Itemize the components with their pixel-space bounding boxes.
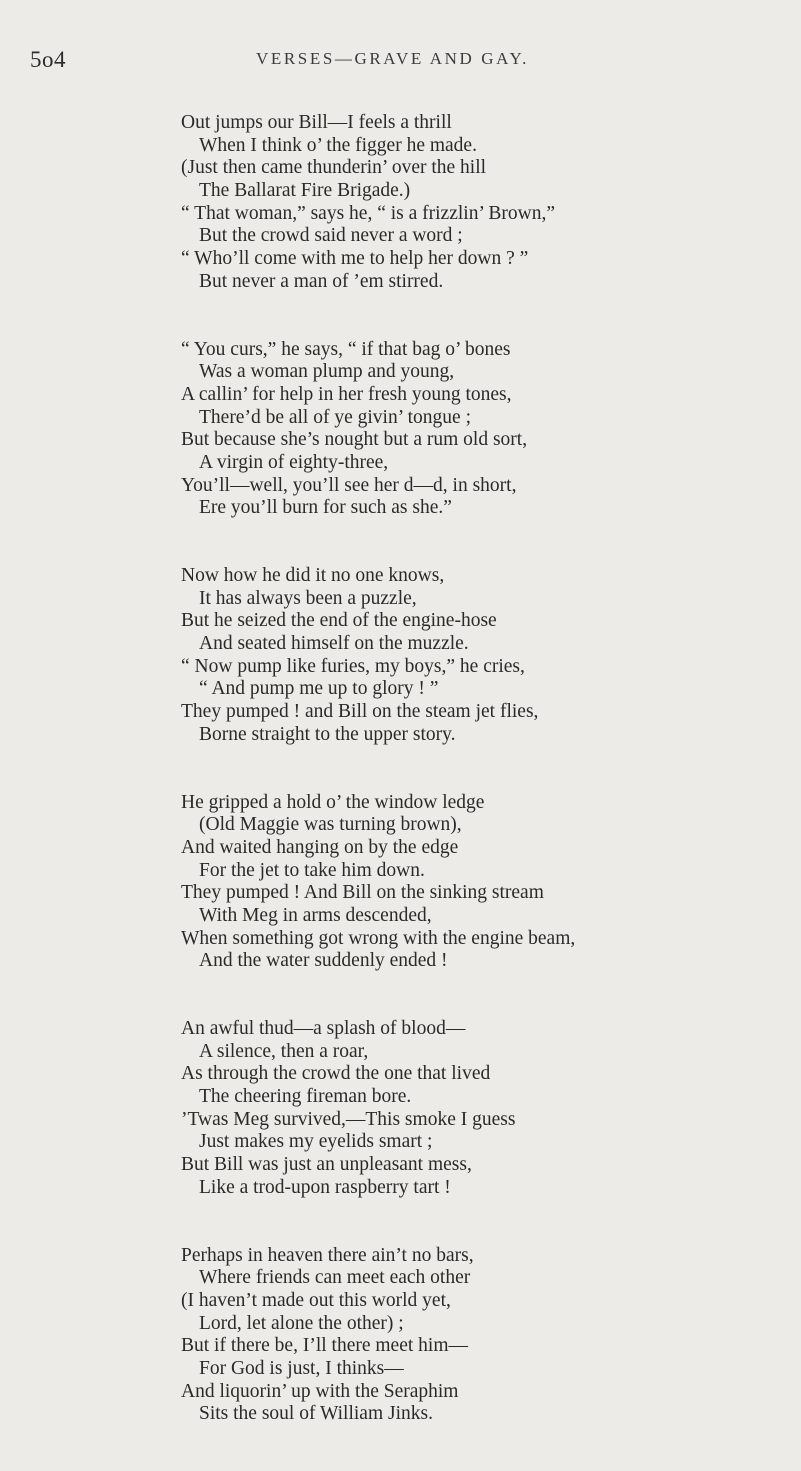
running-head: VERSES—GRAVE AND GAY. <box>256 49 529 68</box>
verse-line: The Ballarat Fire Brigade.) <box>199 180 411 202</box>
verse-line: (Just then came thunderin’ over the hill <box>181 157 487 179</box>
verse-line: But if there be, I’ll there meet him— <box>181 1335 468 1357</box>
verse-line: But Bill was just an unpleasant mess, <box>181 1154 472 1176</box>
verse-line: “ Who’ll come with me to help her down ? ” <box>181 248 529 270</box>
stanza <box>181 565 781 747</box>
verse-line: A silence, then a roar, <box>199 1040 369 1062</box>
verse-line: For God is just, I thinks— <box>199 1357 404 1379</box>
verse-line: With Meg in arms descended, <box>199 904 432 926</box>
verse-line: “ That woman,” says he, “ is a frizzlin’ Brown,” <box>181 202 555 224</box>
verse-line: But the crowd said never a word ; <box>199 225 463 247</box>
verse-line: “ And pump me up to glory ! ” <box>199 678 439 700</box>
verse-line: Ere you’ll burn for such as she.” <box>199 497 452 519</box>
verse-line: As through the crowd the one that lived <box>181 1063 491 1085</box>
verse-line: But because she’s nought but a rum old sort, <box>181 429 528 451</box>
verse-line: And seated himself on the muzzle. <box>199 633 469 655</box>
verse-line: Like a trod-upon raspberry tart ! <box>199 1176 451 1198</box>
verse-line: And the water suddenly ended ! <box>199 950 448 972</box>
verse-line: Where friends can meet each other <box>199 1267 471 1289</box>
verse-line: The cheering fireman bore. <box>199 1086 412 1108</box>
verse-line: You’ll—well, you’ll see her d—d, in short, <box>181 474 517 496</box>
verse-line: When something got wrong with the engine beam, <box>181 927 576 949</box>
verse-line: (I haven’t made out this world yet, <box>181 1289 451 1311</box>
verse-line: Borne straight to the upper story. <box>199 723 456 745</box>
stanza <box>181 1018 781 1200</box>
verse-line: Just makes my eyelids smart ; <box>199 1131 433 1153</box>
verse-line: And waited hanging on by the edge <box>181 836 459 858</box>
verse-line: But never a man of ’em stirred. <box>199 270 444 292</box>
verse-line: And liquorin’ up with the Seraphim <box>181 1380 459 1402</box>
verse-line: A callin’ for help in her fresh young tones, <box>181 383 512 405</box>
stanza <box>181 339 781 521</box>
verse-line: An awful thud—a splash of blood— <box>181 1018 466 1039</box>
verse-line: Was a woman plump and young, <box>199 361 455 383</box>
verse-line: (Old Maggie was turning brown), <box>199 814 462 836</box>
verse-line: “ You curs,” he says, “ if that bag o’ bones <box>181 338 511 360</box>
verse-line: When I think o’ the figger he made. <box>199 134 477 156</box>
verse-line: He gripped a hold o’ the window ledge <box>181 791 485 813</box>
verse-line: They pumped ! and Bill on the steam jet flies, <box>181 701 539 723</box>
verse-line: ’Twas Meg survived,—This smoke I guess <box>181 1108 516 1130</box>
verse-line: Out jumps our Bill—I feels a thrill <box>181 112 452 133</box>
verse-line: A virgin of eighty-three, <box>199 451 389 473</box>
stanza <box>181 1245 781 1427</box>
verse-line: It has always been a puzzle, <box>199 587 417 609</box>
verse-line: There’d be all of ye givin’ tongue ; <box>199 406 472 428</box>
verse-line: Now how he did it no one knows, <box>181 565 445 586</box>
verse-line: Perhaps in heaven there ain’t no bars, <box>181 1244 474 1266</box>
verse-line: “ Now pump like furies, my boys,” he cries, <box>181 655 525 677</box>
stanza <box>181 792 781 974</box>
verse-line: They pumped ! And Bill on the sinking stream <box>181 882 544 904</box>
verse-line: Lord, let alone the other) ; <box>199 1312 404 1334</box>
verse-line: For the jet to take him down. <box>199 859 425 881</box>
page-number: 5o4 <box>30 47 66 72</box>
verse-line: Sits the soul of William Jinks. <box>199 1403 433 1425</box>
verse-line: But he seized the end of the engine-hose <box>181 610 497 632</box>
poem <box>181 112 781 1471</box>
stanza <box>181 112 781 294</box>
